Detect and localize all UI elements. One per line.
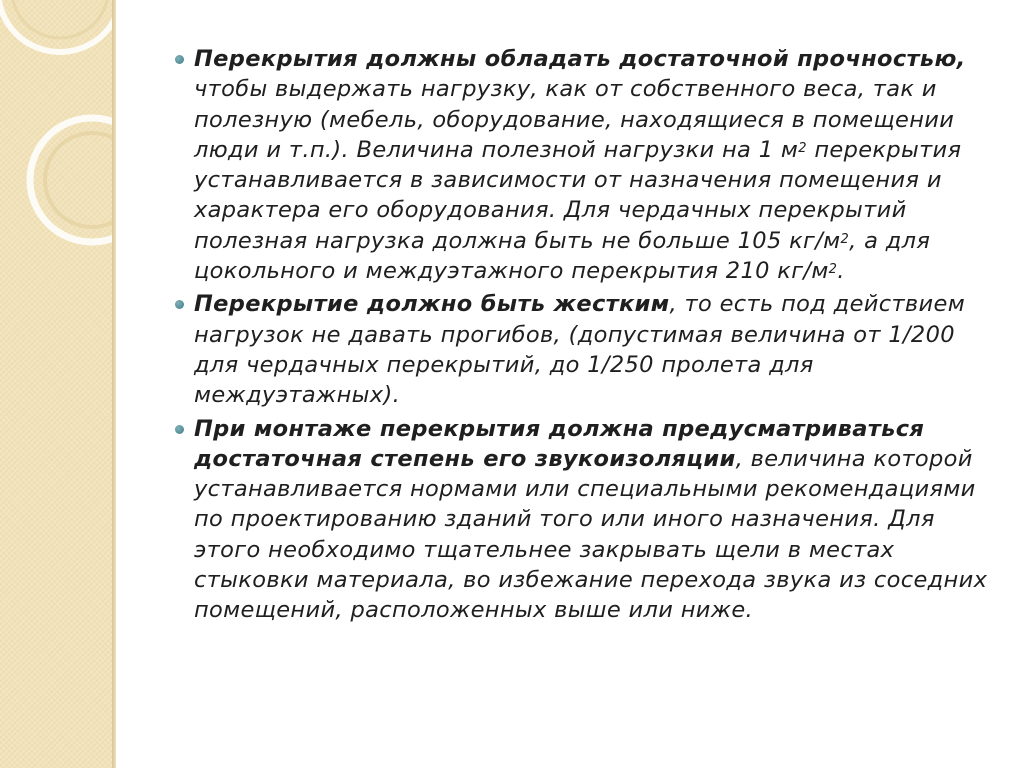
bullet-text: .	[837, 258, 845, 285]
bullet-text: , то есть под действием нагрузок не давать прогибов, (допустимая величина от 1/200 для чердачных перекрытий, до 1/250 пролета для междуэтажных).	[194, 291, 966, 409]
bullet-dot-icon	[175, 55, 184, 64]
superscript: 2	[828, 262, 838, 278]
side-strip-edge	[112, 0, 116, 768]
decorative-rings-graphic	[0, 0, 112, 768]
superscript: 2	[840, 231, 850, 247]
superscript: 2	[798, 140, 807, 156]
bullet-dot-icon	[175, 300, 184, 309]
bullet-lead: Перекрытие должно быть жестким	[194, 291, 670, 318]
bullet-item-strength	[174, 44, 1004, 286]
decorative-side-strip	[0, 0, 112, 768]
bullet-text: , величина которой устанавливается нормами или специальными рекомендациями по проектированию зданий того или иного назначения. Для этого необходимо тщательнее закрывать щели в местах стыковки материала, во избежание перехода звука из соседних помещений, расположенных выше или ниже.	[194, 445, 988, 624]
text-body	[174, 44, 1004, 629]
bullet-lead: При монтаже перекрытия должна предусматриваться достаточная степень его звукоизоляции	[194, 415, 925, 472]
bullet-text: , а для цокольного и междуэтажного перекрытия 210 кг/м	[194, 227, 931, 285]
bullet-lead: Перекрытия должны обладать достаточной прочностью,	[194, 46, 966, 72]
bullet-item-rigidity	[174, 289, 1004, 410]
bullet-text: чтобы выдержать нагрузку, как от собственного веса, так и полезную (мебель, оборудование, находящиеся в помещении люди и т.п.). Величина полезной нагрузки на 1 м	[194, 76, 955, 163]
bullet-dot-icon	[175, 425, 184, 434]
bullet-item-soundproofing	[174, 414, 1004, 626]
bullet-text: перекрытия устанавливается в зависимости от назначения помещения и характера его оборудования. Для чердачных перекрытий полезная нагрузка должна быть не больше 105 кг/м	[194, 136, 962, 254]
